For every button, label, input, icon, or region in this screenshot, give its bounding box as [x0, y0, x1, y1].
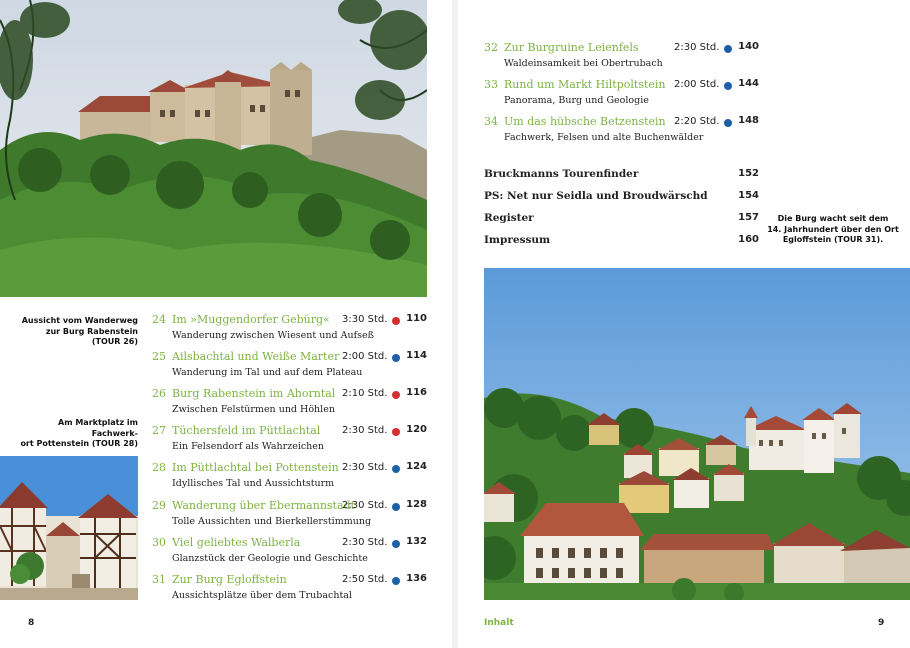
photo-egloffstein: [484, 268, 910, 600]
toc-entry-page: 116: [406, 387, 427, 399]
toc-extra-page: 157: [738, 212, 759, 223]
toc-entry-duration: 2:30 Std.: [342, 536, 388, 548]
toc-entry-title: Zur Burgruine Leienfels: [504, 41, 639, 54]
caption-line: Aussicht vom Wanderweg: [21, 316, 138, 325]
toc-entry[interactable]: [152, 536, 427, 570]
toc-entry-duration: 2:00 Std.: [674, 79, 720, 90]
toc-entry-number: 34: [484, 115, 498, 128]
toc-entry-title: Im »Muggendorfer Gebürg«: [172, 313, 330, 326]
photo-pottenstein-marktplatz: [0, 456, 138, 600]
toc-entry-duration: 2:30 Std.: [674, 42, 720, 53]
toc-entry-page: 128: [406, 498, 427, 510]
toc-extra-label: PS: Net nur Seidla und Broudwärschd: [484, 190, 708, 202]
toc-entry-number: 25: [152, 350, 166, 364]
toc-extra-label: Register: [484, 212, 534, 224]
caption-rabenstein: [20, 316, 138, 348]
toc-entry-subtitle: Aussichtsplätze über dem Trubachtal: [172, 589, 352, 601]
toc-entry-number: 33: [484, 78, 498, 91]
caption-line: Die Burg wacht seit dem: [777, 214, 889, 223]
toc-extra-page: 160: [738, 234, 759, 245]
toc-entry[interactable]: [152, 387, 427, 421]
right-page: [458, 0, 910, 648]
toc-entry-duration: 2:30 Std.: [342, 462, 388, 474]
caption-pottenstein: [12, 418, 138, 450]
toc-entry-title: Im Püttlachtal bei Pottenstein: [172, 461, 339, 475]
toc-entry-subtitle: Fachwerk, Felsen und alte Buchenwälder: [504, 132, 704, 143]
toc-entry-page: 136: [406, 572, 427, 584]
toc-entry[interactable]: [152, 313, 427, 347]
toc-entry-subtitle: Ein Felsendorf als Wahrzeichen: [172, 441, 325, 453]
toc-entry-page: 132: [406, 535, 427, 547]
toc-extra-item[interactable]: [484, 190, 759, 206]
toc-entry-page: 124: [406, 461, 427, 473]
toc-extra-item[interactable]: [484, 168, 759, 184]
caption-line: 14. Jahrhundert über den Ort: [767, 224, 899, 234]
toc-entry-subtitle: Idyllisches Tal und Aussichtsturm: [172, 478, 335, 490]
toc-entry-duration: 2:30 Std.: [342, 425, 388, 437]
toc-entry-page: 120: [406, 424, 427, 436]
toc-entry-page: 114: [406, 350, 427, 362]
difficulty-dot-icon: [392, 317, 400, 325]
toc-extra-page: 152: [738, 168, 759, 179]
toc-entry-subtitle: Panorama, Burg und Geologie: [504, 95, 649, 106]
toc-entry-subtitle: Wanderung zwischen Wiesent und Aufseß: [172, 330, 374, 341]
toc-entry-duration: 2:10 Std.: [342, 388, 388, 400]
toc-entry[interactable]: [484, 78, 759, 112]
caption-line: zur Burg Rabenstein: [45, 326, 138, 336]
toc-entry-page: 144: [738, 78, 759, 89]
toc-entry-duration: 2:00 Std.: [342, 351, 388, 363]
toc-entry[interactable]: [152, 461, 427, 495]
toc-extra-item[interactable]: [484, 234, 759, 250]
toc-entry[interactable]: [484, 115, 759, 149]
toc-entry-duration: 2:50 Std.: [342, 573, 388, 585]
toc-entry-number: 32: [484, 41, 498, 54]
toc-entry-number: 30: [152, 535, 166, 549]
caption-line: ort Pottenstein (TOUR 28): [20, 439, 138, 448]
toc-entry[interactable]: [152, 350, 427, 384]
difficulty-dot-icon: [392, 540, 400, 548]
toc-entry-title: Ailsbachtal und Weiße Marter: [172, 350, 340, 364]
toc-entry-duration: 3:30 Std.: [342, 314, 388, 325]
toc-entry-duration: 2:30 Std.: [342, 499, 388, 511]
toc-entry-number: 24: [152, 313, 166, 326]
toc-entry-number: 31: [152, 572, 166, 586]
caption-line: (TOUR 26): [91, 337, 138, 346]
toc-entry-page: 148: [738, 115, 759, 126]
toc-entry-title: Burg Rabenstein im Ahorntal: [172, 387, 336, 401]
toc-entry-subtitle: Wanderung im Tal und auf dem Plateau: [172, 367, 363, 379]
toc-entry-page: 140: [738, 41, 759, 52]
difficulty-dot-icon: [724, 119, 732, 127]
toc-entry[interactable]: [152, 499, 427, 533]
toc-extras: [484, 168, 759, 258]
toc-extra-page: 154: [738, 190, 759, 201]
caption-egloffstein: [763, 214, 903, 246]
toc-entry-number: 27: [152, 424, 166, 438]
toc-entry-title: Um das hübsche Betzenstein: [504, 115, 666, 128]
toc-entry[interactable]: [484, 41, 759, 75]
caption-line: Egloffstein (TOUR 31).: [782, 235, 884, 244]
toc-entry-number: 28: [152, 461, 166, 475]
page-number-right: 9: [878, 618, 885, 628]
toc-extra-label: Bruckmanns Tourenfinder: [484, 168, 639, 180]
toc-entry[interactable]: [152, 424, 427, 458]
difficulty-dot-icon: [724, 45, 732, 53]
toc-entry[interactable]: [152, 573, 427, 607]
toc-entry-title: Viel geliebtes Walberla: [172, 535, 301, 549]
page-number-left: 8: [28, 618, 35, 628]
difficulty-dot-icon: [392, 503, 400, 511]
toc-entry-subtitle: Tolle Aussichten und Bierkellerstimmung: [172, 515, 372, 527]
toc-entry-page: 110: [406, 313, 427, 324]
toc-entry-duration: 2:20 Std.: [674, 116, 720, 127]
toc-entry-number: 26: [152, 387, 166, 401]
running-head: Inhalt: [484, 618, 514, 628]
toc-entry-number: 29: [152, 498, 166, 512]
photo-burg-rabenstein: [0, 0, 427, 297]
difficulty-dot-icon: [392, 577, 400, 585]
difficulty-dot-icon: [724, 82, 732, 90]
toc-extra-label: Impressum: [484, 234, 551, 246]
toc-entry-subtitle: Zwischen Felstürmen und Höhlen: [172, 404, 335, 416]
toc-entry-title: Wanderung über Ebermannstadt: [172, 498, 355, 512]
caption-line: Am Marktplatz im Fachwerk-: [58, 418, 138, 438]
toc-entry-title: Tüchersfeld im Püttlachtal: [172, 424, 321, 438]
toc-entry-subtitle: Glanzstück der Geologie und Geschichte: [172, 552, 368, 564]
toc-entry-title: Rund um Markt Hiltpoltstein: [504, 78, 666, 91]
toc-entry-title: Zur Burg Egloffstein: [172, 572, 287, 586]
toc-extra-item[interactable]: [484, 212, 759, 228]
left-page: [0, 0, 452, 648]
toc-entry-subtitle: Waldeinsamkeit bei Obertrubach: [504, 58, 663, 69]
